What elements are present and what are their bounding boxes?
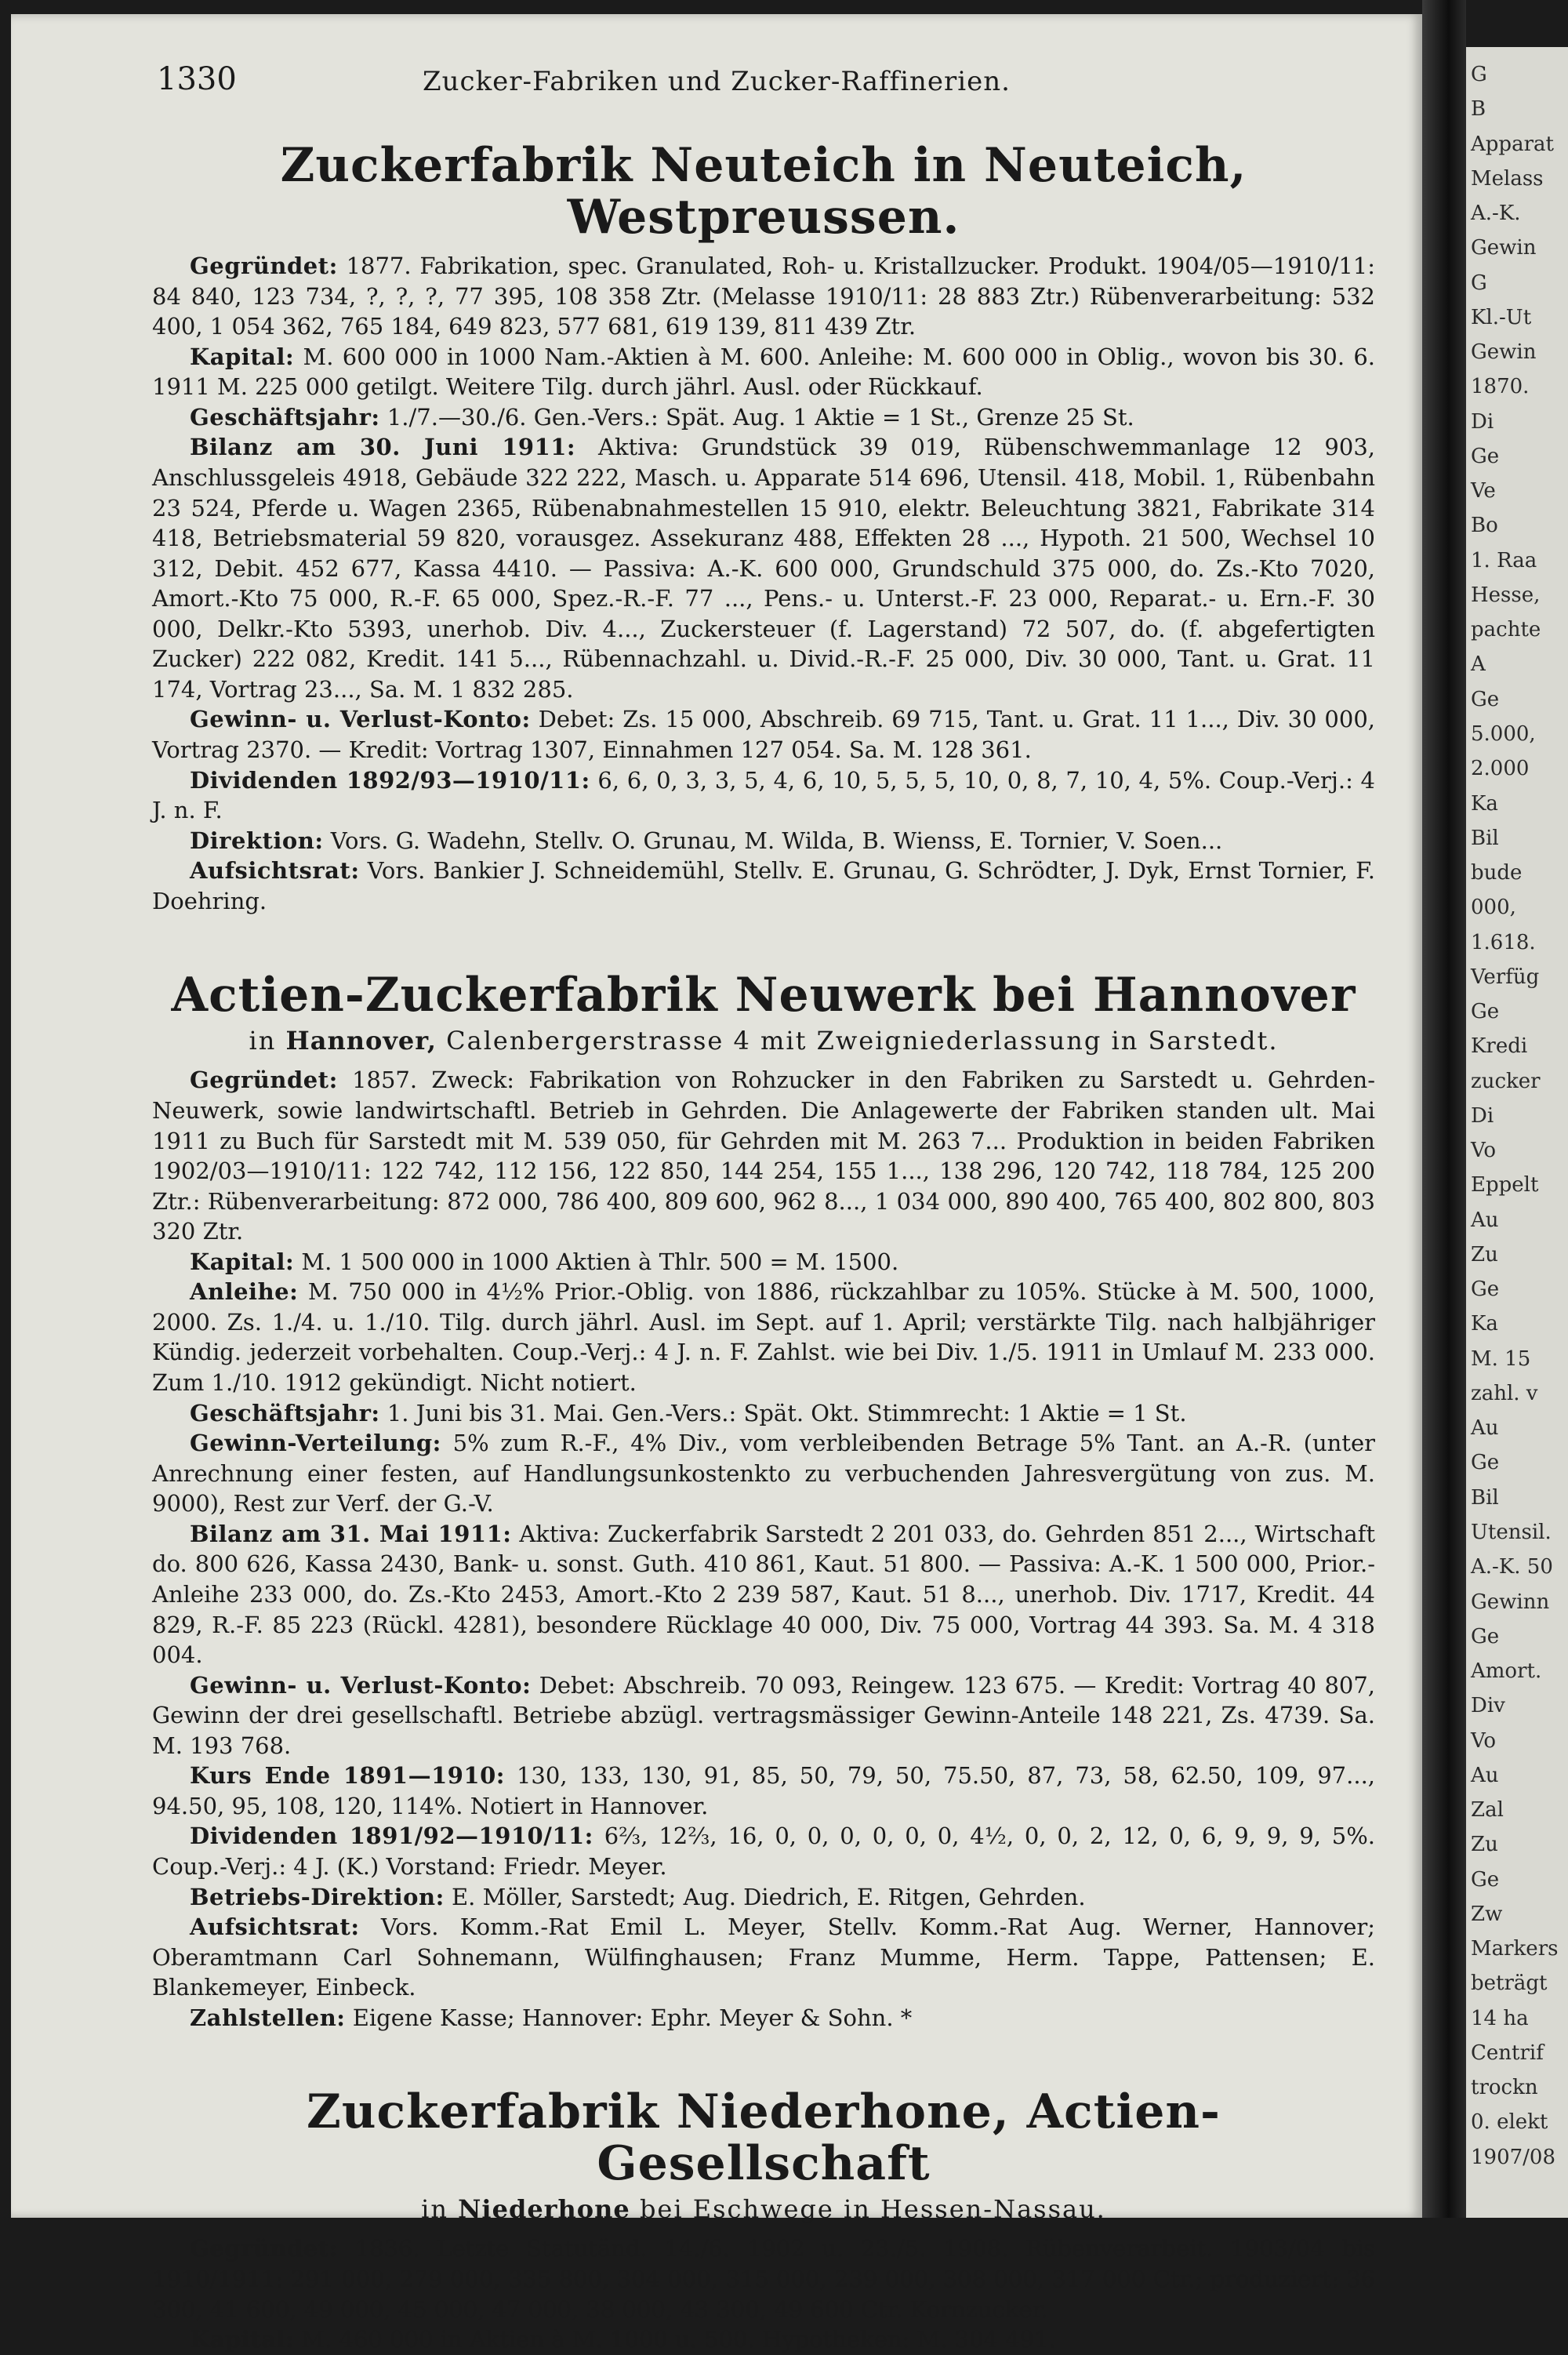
- adjacent-page-fragment: Ge: [1471, 1277, 1500, 1301]
- entry-label: Bilanz am 30. Juni 1911:: [190, 434, 576, 461]
- entry-label: Direktion:: [190, 827, 324, 854]
- adjacent-page-fragment: 2.000: [1471, 757, 1530, 780]
- adjacent-page-fragment: 1907/08: [1471, 2146, 1556, 2169]
- adjacent-page-fragment: B: [1471, 97, 1486, 121]
- section-spacer: [152, 2033, 1375, 2070]
- entry-text: 1857. Zweck: Fabrikation von Rohzucker in den Fabriken zu Sarstedt u. Gehrden-Neuwerk, sowie landwirtschaftl. Betrieb in Gehrden. Die Anlagewerte der Fabriken standen ult. Mai 1911 zu Buch für Sarstedt mit M. 539 050, für Gehrden mit M. 263 7... Produktion in beiden Fabriken 1902/03—1910/11: 122 742, 112 156, 122 850, 144 254, 155 1..., 138 296, 120 742, 118 784, 125 200 Ztr.: Rübenverarbeitung: 872 000, 786 400, 809 600, 962 8..., 1 034 000, 890 400, 765 400, 802 800, 803 320 Ztr.: [152, 1067, 1375, 1245]
- company-entry-neuwerk: [152, 969, 1375, 2033]
- book-page: [11, 14, 1422, 2353]
- adjacent-page-fragment: 5.000,: [1471, 722, 1536, 746]
- entry-text: M. 750 000 in 4½% Prior.-Oblig. von 1886, rückzahlbar zu 105%. Stücke à M. 500, 1000, 2000. Zs. 1./4. u. 1./10. Tilg. durch jährl. Ausl. im Sept. auf 1. April; verstärkte Tilg. nach halbjähriger Kündig. jederzeit vorbehalten. Coup.-Verj.: 4 J. n. F. Zahlst. wie bei Div. 1./5. 1911 in Umlauf M. 233 000. Zum 1./10. 1912 gekündigt. Nicht notiert.: [152, 1278, 1375, 1396]
- page-content: [152, 124, 1375, 2355]
- entry-text: E. Möller, Sarstedt; Aug. Diedrich, E. Ritgen, Gehrden.: [452, 1883, 1086, 1910]
- entry-dividenden: [152, 1821, 1375, 1881]
- entry-text: Vors. G. Wadehn, Stellv. O. Grunau, M. Wilda, B. Wienss, E. Tornier, V. Soen...: [330, 827, 1223, 854]
- adjacent-page-fragment: Vo: [1471, 1729, 1497, 1753]
- adjacent-page-fragment: Vo: [1471, 1139, 1497, 1162]
- entry-kurs: [152, 1761, 1375, 1821]
- entry-anleihe: [152, 1277, 1375, 1397]
- adjacent-page-fragment: Gewinn: [1471, 1590, 1550, 1614]
- adjacent-page-fragment: G: [1471, 63, 1487, 86]
- company-title: Zuckerfabrik Neuteich in Neuteich, Westpreussen.: [280, 138, 1247, 245]
- adjacent-page-fragment: Di: [1471, 1104, 1494, 1128]
- subtitle-rest: bei Eschwege in Hessen-Nassau.: [639, 2194, 1106, 2225]
- entry-text: 1./7.—30./6. Gen.-Vers.: Spät. Aug. 1 Aktie = 1 St., Grenze 25 St.: [387, 403, 1134, 431]
- entry-dividenden: [152, 765, 1375, 826]
- adjacent-page-fragment: Ve: [1471, 479, 1496, 503]
- entry-text: 6, 6, 0, 3, 3, 5, 4, 6, 10, 5, 5, 5, 10, 0, 8, 7, 10, 4, 5%. Coup.-Verj.: 4 J. n. F.: [152, 766, 1375, 824]
- adjacent-page-fragment: Zu: [1471, 1243, 1498, 1267]
- entry-text: Vors. Komm.-Rat Emil L. Meyer, Stellv. Komm.-Rat Aug. Werner, Hannover; Oberamtmann Carl Sohnemann, Wülfinghausen; Franz Mumme, Herm. Tappe, Pattensen; E. Blankemeyer, Einbeck.: [152, 1913, 1376, 2001]
- adjacent-page-fragment: Gewin: [1471, 236, 1537, 260]
- entry-text: Vors. Bankier J. Schneidemühl, Stellv. E. Grunau, G. Schrödter, J. Dyk, Ernst Tornier, F. Doehring.: [152, 857, 1375, 914]
- company-subtitle: [152, 2194, 1375, 2224]
- adjacent-page-fragment: Ka: [1471, 1312, 1498, 1336]
- entry-bilanz: [152, 1519, 1375, 1670]
- entry-gewinn-verlust: [152, 704, 1375, 765]
- adjacent-page-fragment: Gewin: [1471, 340, 1537, 364]
- adjacent-page-fragment: Ge: [1471, 1625, 1500, 1648]
- entry-aufsichtsrat: [152, 1912, 1375, 2003]
- running-head: [11, 61, 1422, 100]
- adjacent-page-fragment: Kredi: [1471, 1034, 1528, 1058]
- entry-label: Gegründet:: [190, 2235, 338, 2262]
- entry-label: Kapital:: [190, 1248, 295, 1275]
- adjacent-page-fragment: beträgt: [1471, 1972, 1548, 1995]
- adjacent-page-edge: [1466, 47, 1568, 2218]
- entry-gegruendet: [152, 1065, 1375, 1246]
- adjacent-page-fragment: Amort.: [1471, 1659, 1542, 1683]
- entry-label: Gewinn-Verteilung:: [190, 1430, 441, 1457]
- book-gutter: [1422, 0, 1466, 2218]
- adjacent-page-fragment: Eppelt: [1471, 1173, 1539, 1197]
- entry-text: M. 600 000 in 1000 Nam.-Aktien à M. 600. Anleihe: M. 600 000 in Oblig., wovon bis 30. 6. 1911 M. 225 000 getilgt. Weitere Tilg. durch jährl. Ausl. oder Rückkauf.: [152, 343, 1376, 401]
- adjacent-page-fragment: Au: [1471, 1764, 1499, 1787]
- adjacent-page-fragment: bude: [1471, 861, 1523, 885]
- adjacent-page-fragment: A.-K.: [1471, 202, 1521, 225]
- entry-text: 1877. Fabrikation, spec. Granulated, Roh- u. Kristallzucker. Produkt. 1904/05—1910/11: 84 840, 123 734, ?, ?, ?, 77 395, 108 358 Ztr. (Melasse 1910/11: 28 883 Ztr.) Rübenverarbeitung: 532 400, 1 054 362, 765 184, 649 823, 577 681, 619 139, 811 439 Ztr.: [152, 253, 1376, 340]
- adjacent-page-fragment: Zw: [1471, 1903, 1503, 1926]
- entry-geschaeftsjahr: [152, 402, 1375, 433]
- adjacent-page-fragment: Zu: [1471, 1833, 1498, 1856]
- entry-zahlstellen: [152, 2003, 1375, 2033]
- entry-label: Gewinn- u. Verlust-Konto:: [190, 1671, 532, 1699]
- adjacent-page-fragment: 1870.: [1471, 375, 1530, 398]
- adjacent-page-fragment: Div: [1471, 1694, 1505, 1717]
- entry-text: 1. Juni bis 31. Mai. Gen.-Vers.: Spät. Okt. Stimmrecht: 1 Aktie = 1 St.: [387, 1399, 1187, 1426]
- entry-label: Gegründet:: [190, 253, 338, 279]
- entry-label: Aufsichtsrat:: [190, 857, 360, 885]
- entry-label: Geschäftsjahr:: [190, 1399, 380, 1426]
- entry-label: Geschäftsjahr:: [190, 403, 380, 431]
- adjacent-page-fragment: Verfüg: [1471, 965, 1540, 989]
- adjacent-page-fragment: Ge: [1471, 1451, 1500, 1474]
- entry-label: Kapital:: [190, 2326, 295, 2353]
- entry-label: Kapital:: [190, 343, 295, 370]
- section-spacer: [152, 916, 1375, 954]
- adjacent-page-fragment: Di: [1471, 410, 1494, 434]
- entry-text: 130, 133, 130, 91, 85, 50, 79, 50, 75.50, 87, 73, 58, 62.50, 109, 97..., 94.50, 95, 108, 120, 114%. Notiert in Hannover.: [152, 1762, 1376, 1819]
- entry-text: Debet: Abschreib. 70 093, Reingew. 123 675. — Kredit: Vortrag 40 807, Gewinn der drei gesellschaftl. Betriebe abzügl. vertragsmässiger Gewinn-Anteile 148 221, Zs. 4739. Sa. M. 193 768.: [152, 1671, 1376, 1759]
- subtitle-place: Hannover,: [285, 1026, 437, 1056]
- entry-text: Eigene Kasse; Hannover: Ephr. Meyer & Sohn. *: [352, 2004, 913, 2031]
- entry-gegruendet: [152, 2233, 1375, 2324]
- adjacent-page-fragment: Ge: [1471, 1000, 1500, 1023]
- entry-text: Aktiva: Grundstück 39 019, Rübenschwemmanlage 12 903, Anschlussgeleis 4918, Gebäude 322 222, Masch. u. Apparate 514 696, Utensil. 418, Mobil. 1, Rübenbahn 23 524, Pferde u. Wagen 2365, Rübenabnahmestellen 15 910, elektr. Beleuchtung 3821, Fabrikate 314 418, Betriebsmaterial 59 820, vorausgez. Assekuranz 488, Effekten 28 ..., Hypoth. 21 500, Wechsel 10 312, Debit. 452 677, Kassa 4410. — Passiva: A.-K. 600 000, Grundschuld 375 000, do. Zs.-Kto 7020, Amort.-Kto 75 000, R.-F. 65 000, Spez.-R.-F. 77 ..., Pens.- u. Unterst.-F. 23 000, Reparat.- u. Ern.-F. 30 000, Delkr.-Kto 5393, unerhob. Div. 4..., Zuckersteuer (f. Lagerstand) 72 507, do. (f. abgefertigten Zucker) 222 082, Kredit. 141 5..., Rübennachzahl. u. Divid.-R.-F. 25 000, Div. 30 000, Tant. u. Grat. 11 174, Vortrag 23..., Sa. M. 1 832 285.: [152, 434, 1376, 703]
- entry-label: Aufsichtsrat:: [190, 1913, 360, 1941]
- adjacent-page-fragment: 1.618.: [1471, 931, 1536, 954]
- entry-gegruendet: [152, 251, 1375, 342]
- entry-label: Anleihe:: [190, 1278, 299, 1306]
- entry-text: 6⅔, 12⅔, 16, 0, 0, 0, 0, 0, 0, 4½, 0, 0, 2, 12, 0, 6, 9, 9, 9, 5%. Coup.-Verj.: 4 J. (K.) Vorstand: Friedr. Meyer.: [152, 1823, 1375, 1880]
- entry-direktion: [152, 826, 1375, 856]
- adjacent-page-fragment: Zal: [1471, 1798, 1504, 1822]
- company-title: Actien-Zuckerfabrik Neuwerk bei Hannover: [171, 968, 1356, 1023]
- adjacent-page-fragment: Bil: [1471, 827, 1499, 850]
- entry-text: M. 460 000 in Aktien à M. 1000 u. 500. Hypotheken: M. 304 491.: [301, 2326, 1056, 2353]
- subtitle-prefix: in: [249, 1026, 277, 1056]
- adjacent-page-fragment: Ge: [1471, 688, 1500, 711]
- page-number: 1330: [157, 61, 237, 97]
- entry-aufsichtsrat: [152, 856, 1375, 916]
- subtitle-rest: Calenbergerstrasse 4 mit Zweigniederlassung in Sarstedt.: [446, 1026, 1279, 1056]
- adjacent-page-fragment: Ka: [1471, 792, 1498, 816]
- subtitle-prefix: in: [421, 2194, 448, 2225]
- adjacent-page-fragment: zahl. v: [1471, 1382, 1538, 1405]
- entry-label: Gegründet:: [190, 1067, 338, 1094]
- entry-label: Gewinn- u. Verlust-Konto:: [190, 706, 531, 733]
- company-title: Zuckerfabrik Niederhone, Actien-Gesellschaft: [307, 2084, 1221, 2192]
- adjacent-page-fragment: Markers: [1471, 1937, 1559, 1961]
- adjacent-page-fragment: Melass: [1471, 167, 1544, 191]
- adjacent-page-fragment: Bo: [1471, 514, 1498, 537]
- entry-label: Dividenden 1892/93—1910/11:: [190, 766, 590, 794]
- running-head-title: Zucker-Fabriken und Zucker-Raffinerien.: [423, 66, 1011, 97]
- adjacent-page-fragment: 000,: [1471, 896, 1516, 919]
- adjacent-page-fragment: Kl.-Ut: [1471, 306, 1532, 329]
- company-entry-niederhone: [152, 2086, 1375, 2354]
- entry-text: Debet: Zs. 15 000, Abschreib. 69 715, Tant. u. Grat. 11 1..., Div. 30 000, Vortrag 2370. — Kredit: Vortrag 1307, Einnahmen 127 054. Sa. M. 128 361.: [152, 706, 1375, 763]
- adjacent-page-fragment: 0. elekt: [1471, 2110, 1548, 2134]
- entry-geschaeftsjahr: [152, 1398, 1375, 1429]
- adjacent-page-fragment: G: [1471, 271, 1487, 295]
- adjacent-page-fragment: pachte: [1471, 618, 1541, 641]
- company-subtitle: [152, 1026, 1375, 1056]
- entry-gewinn-verlust: [152, 1670, 1375, 1761]
- adjacent-page-fragment: Ge: [1471, 445, 1500, 468]
- adjacent-page-fragment: trockn: [1471, 2076, 1538, 2099]
- entry-label: Kurs Ende 1891—1910:: [190, 1762, 505, 1790]
- subtitle-place: Niederhone: [458, 2194, 630, 2225]
- adjacent-page-fragment: Centrif: [1471, 2041, 1544, 2065]
- entry-gewinn-verteilung: [152, 1428, 1375, 1519]
- entry-label: Bilanz am 31. Mai 1911:: [190, 1520, 512, 1547]
- adjacent-page-fragment: Au: [1471, 1416, 1499, 1440]
- entry-kapital: [152, 342, 1375, 402]
- entry-label: Dividenden 1891/92—1910/11:: [190, 1823, 593, 1850]
- entry-kapital: [152, 1247, 1375, 1277]
- entry-text: M. 1 500 000 in 1000 Aktien à Thlr. 500 = M. 1500.: [301, 1248, 899, 1275]
- adjacent-page-fragment: Bil: [1471, 1486, 1499, 1510]
- entry-betriebs-direktion: [152, 1882, 1375, 1913]
- entry-kapital: [152, 2324, 1375, 2355]
- adjacent-page-fragment: Hesse,: [1471, 583, 1541, 607]
- adjacent-page-fragment: 1. Raa: [1471, 549, 1537, 572]
- entry-label: Zahlstellen:: [190, 2004, 346, 2031]
- adjacent-page-fragment: 14 ha: [1471, 2007, 1529, 2030]
- adjacent-page-fragment: Apparat: [1471, 133, 1554, 156]
- entry-label: Betriebs-Direktion:: [190, 1883, 445, 1910]
- entry-text: 5% zum R.-F., 4% Div., vom verbleibenden Betrage 5% Tant. an A.-R. (unter Anrechnung einer festen, auf Handlungsunkostenkto zu verbuchenden Jahresvergütung von zus. M. 9000), Rest zur Verf. der G.-V.: [152, 1430, 1375, 1517]
- adjacent-page-fragment: zucker: [1471, 1070, 1541, 1093]
- company-entry-neuteich: [152, 140, 1375, 916]
- adjacent-page-fragment: Ge: [1471, 1868, 1500, 1892]
- entry-bilanz: [152, 432, 1375, 704]
- adjacent-page-fragment: Au: [1471, 1208, 1499, 1232]
- adjacent-page-fragment: A.-K. 50: [1471, 1555, 1553, 1579]
- entry-text: Aktiva: Zuckerfabrik Sarstedt 2 201 033, do. Gehrden 851 2..., Wirtschaft do. 800 626, Kassa 2430, Bank- u. sonst. Guth. 410 861, Kaut. 51 800. — Passiva: A.-K. 1 500 000, Prior.-Anleihe 233 000, do. Zs.-Kto 2453, Amort.-Kto 2 239 587, Kaut. 51 8..., unerhob. Div. 1717, Kredit. 44 829, R.-F. 85 223 (Rückl. 4281), besondere Rücklage 40 000, Div. 75 000, Vortrag 44 393. Sa. M. 4 318 004.: [152, 1520, 1376, 1669]
- adjacent-page-fragment: M. 15: [1471, 1347, 1531, 1371]
- adjacent-page-fragment: Utensil.: [1471, 1521, 1552, 1544]
- adjacent-page-fragment: A: [1471, 652, 1486, 676]
- entry-text: 1836. Letzte Statutänd. 14./6. 1902 u. 23./5. 1908. Rübenverarbeit. 1903/04 bis 1910/1911: 291 000, 279 000, 335 800, 304 000, 315 000, 239 000, 308 000, 317 000 Ctr.; produziert: 36 300, 41 600, 49 000, 45 000, 47 000, 38 000, 43 300, 49 600 Ctr. Kornzucker.: [152, 2235, 1375, 2323]
